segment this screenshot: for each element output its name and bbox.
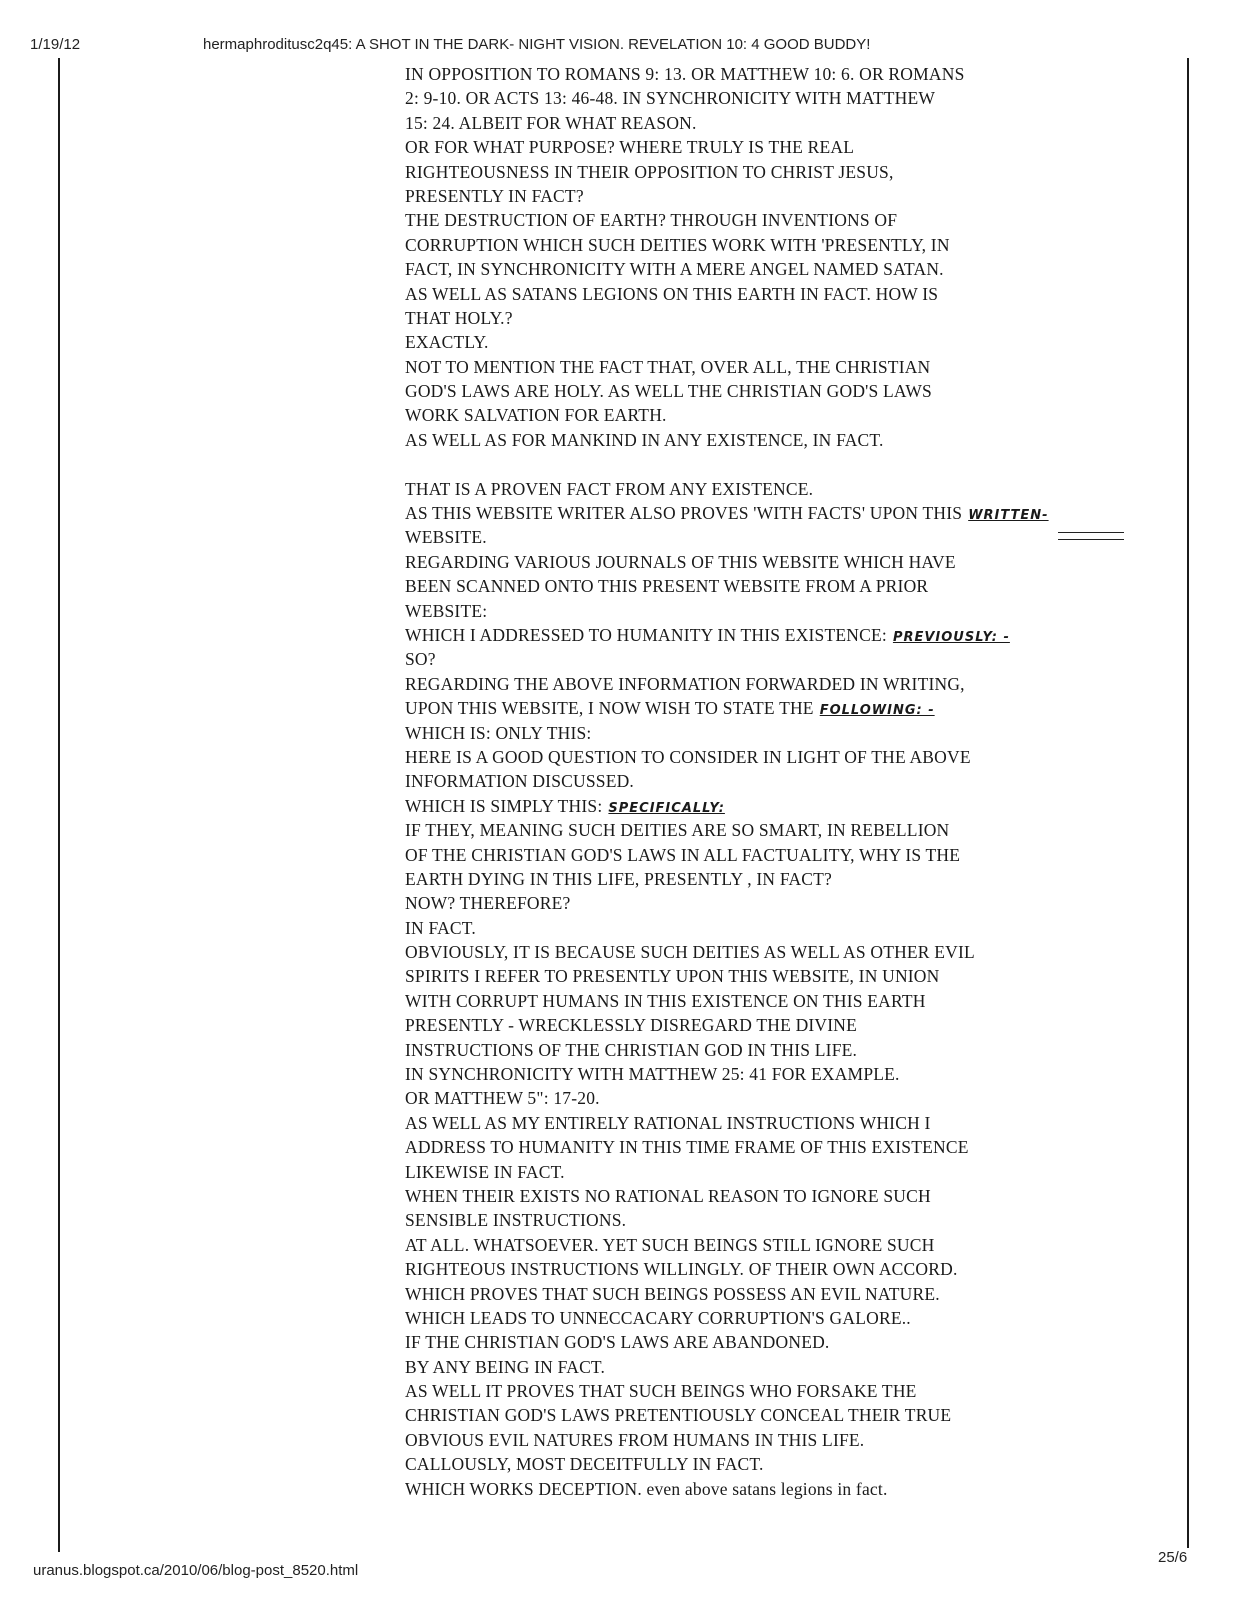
line-text: 2: 9-10. OR ACTS 13: 46-48. IN SYNCHRONICITY WITH MATTHEW xyxy=(405,88,936,109)
text-line xyxy=(405,62,1175,86)
line-text: IF THEY, MEANING SUCH DEITIES ARE SO SMART, IN REBELLION xyxy=(405,820,950,841)
line-text: PRESENTLY IN FACT? xyxy=(405,185,584,206)
line-text: OR MATTHEW 5": 17-20. xyxy=(405,1088,600,1109)
text-line xyxy=(405,1135,1175,1159)
text-line xyxy=(405,1379,1175,1403)
text-line xyxy=(405,1477,1175,1501)
text-line xyxy=(405,135,1175,159)
line-text: FACT, IN SYNCHRONICITY WITH A MERE ANGEL NAMED SATAN. xyxy=(405,259,944,280)
text-line xyxy=(405,843,1175,867)
line-text: RIGHTEOUS INSTRUCTIONS WILLINGLY. OF THEIR OWN ACCORD. xyxy=(405,1259,958,1280)
line-text: WHICH I ADDRESSED TO HUMANITY IN THIS EXISTENCE: xyxy=(405,624,887,645)
line-text: WHICH WORKS DECEPTION. even above satans legions in fact. xyxy=(405,1478,888,1499)
text-line xyxy=(405,1160,1175,1184)
text-line xyxy=(405,233,1175,257)
line-text: WORK SALVATION FOR EARTH. xyxy=(405,405,667,426)
text-line xyxy=(405,964,1175,988)
handwritten-annotation: FOLLOWING: - xyxy=(819,703,935,719)
line-text: AT ALL. WHATSOEVER. YET SUCH BEINGS STILL IGNORE SUCH xyxy=(405,1234,935,1255)
text-line xyxy=(405,379,1175,403)
text-line xyxy=(405,891,1175,915)
text-line xyxy=(405,574,1175,598)
text-line xyxy=(405,1452,1175,1476)
blank-line xyxy=(405,452,1175,476)
line-text: UPON THIS WEBSITE, I NOW WISH TO STATE THE xyxy=(405,698,814,719)
text-line xyxy=(405,623,1175,647)
text-line xyxy=(405,330,1175,354)
text-line xyxy=(405,721,1175,745)
line-text: ADDRESS TO HUMANITY IN THIS TIME FRAME OF THIS EXISTENCE xyxy=(405,1137,969,1158)
line-text: OR FOR WHAT PURPOSE? WHERE TRULY IS THE REAL xyxy=(405,137,855,158)
handwritten-annotation: WRITTEN- xyxy=(968,508,1049,524)
left-margin-rule xyxy=(58,58,60,1552)
text-line xyxy=(405,599,1175,623)
line-text: WHICH IS SIMPLY THIS: xyxy=(405,795,603,816)
page-title: hermaphroditusc2q45: A SHOT IN THE DARK- NIGHT VISION. REVELATION 10: 4 GOOD BUDDY! xyxy=(203,36,871,53)
line-text: WHICH PROVES THAT SUCH BEINGS POSSESS AN EVIL NATURE. xyxy=(405,1283,940,1304)
text-line xyxy=(405,184,1175,208)
line-text: WHICH LEADS TO UNNECCACARY CORRUPTION'S GALORE.. xyxy=(405,1307,911,1328)
text-line xyxy=(405,1282,1175,1306)
line-text: IN OPPOSITION TO ROMANS 9: 13. OR MATTHEW 10: 6. OR ROMANS xyxy=(405,64,965,84)
document-body xyxy=(405,62,1175,1501)
text-line xyxy=(405,1428,1175,1452)
text-line xyxy=(405,1403,1175,1427)
line-text: THAT IS A PROVEN FACT FROM ANY EXISTENCE. xyxy=(405,478,814,499)
text-line xyxy=(405,111,1175,135)
text-line xyxy=(405,1184,1175,1208)
handwritten-annotation: SPECIFICALLY: xyxy=(608,800,725,816)
line-text: AS WELL AS SATANS LEGIONS ON THIS EARTH IN FACT. HOW IS xyxy=(405,283,939,304)
text-line xyxy=(405,208,1175,232)
text-line xyxy=(405,160,1175,184)
text-line xyxy=(405,1257,1175,1281)
line-text: IN SYNCHRONICITY WITH MATTHEW 25: 41 FOR EXAMPLE. xyxy=(405,1064,900,1085)
line-text: HERE IS A GOOD QUESTION TO CONSIDER IN LIGHT OF THE ABOVE xyxy=(405,746,971,767)
text-line xyxy=(405,1355,1175,1379)
text-line xyxy=(405,86,1175,110)
text-line xyxy=(405,282,1175,306)
line-text: EXACTLY. xyxy=(405,332,489,353)
source-url: uranus.blogspot.ca/2010/06/blog-post_8520.html xyxy=(33,1562,359,1579)
text-line xyxy=(405,355,1175,379)
line-text: AS WELL IT PROVES THAT SUCH BEINGS WHO FORSAKE THE xyxy=(405,1381,917,1402)
text-line xyxy=(405,1086,1175,1110)
line-text: INSTRUCTIONS OF THE CHRISTIAN GOD IN THIS LIFE. xyxy=(405,1039,858,1060)
text-line xyxy=(405,794,1175,818)
line-text: WEBSITE. xyxy=(405,527,487,548)
text-line xyxy=(405,672,1175,696)
line-text: INFORMATION DISCUSSED. xyxy=(405,771,635,792)
line-text: GOD'S LAWS ARE HOLY. AS WELL THE CHRISTIAN GOD'S LAWS xyxy=(405,381,932,402)
line-text: PRESENTLY - WRECKLESSLY DISREGARD THE DIVINE xyxy=(405,1015,858,1036)
line-text: AS WELL AS MY ENTIRELY RATIONAL INSTRUCTIONS WHICH I xyxy=(405,1112,931,1133)
text-line xyxy=(405,403,1175,427)
right-margin-rule xyxy=(1187,58,1189,1548)
line-text: THE DESTRUCTION OF EARTH? THROUGH INVENTIONS OF xyxy=(405,210,898,231)
line-text: AS WELL AS FOR MANKIND IN ANY EXISTENCE, IN FACT. xyxy=(405,429,884,450)
text-line xyxy=(405,989,1175,1013)
line-text: IN FACT. xyxy=(405,917,476,938)
handwritten-double-underline xyxy=(1058,532,1124,540)
line-text: THAT HOLY.? xyxy=(405,307,513,328)
page-number: 25/6 xyxy=(1158,1549,1188,1566)
text-line xyxy=(405,696,1175,720)
line-text: CHRISTIAN GOD'S LAWS PRETENTIOUSLY CONCEAL THEIR TRUE xyxy=(405,1405,952,1426)
line-text: SPIRITS I REFER TO PRESENTLY UPON THIS WEBSITE, IN UNION xyxy=(405,966,940,987)
line-text: NOT TO MENTION THE FACT THAT, OVER ALL, THE CHRISTIAN xyxy=(405,356,931,377)
text-line xyxy=(405,769,1175,793)
line-text: WEBSITE: xyxy=(405,600,488,621)
line-text: OBVIOUS EVIL NATURES FROM HUMANS IN THIS LIFE. xyxy=(405,1429,865,1450)
line-text: 15: 24. ALBEIT FOR WHAT REASON. xyxy=(405,112,697,133)
text-line xyxy=(405,1330,1175,1354)
text-line xyxy=(405,940,1175,964)
line-text: IF THE CHRISTIAN GOD'S LAWS ARE ABANDONED. xyxy=(405,1332,830,1353)
line-text: BEEN SCANNED ONTO THIS PRESENT WEBSITE FROM A PRIOR xyxy=(405,576,929,597)
text-line xyxy=(405,1013,1175,1037)
text-line xyxy=(405,501,1175,525)
print-date: 1/19/12 xyxy=(30,36,81,53)
text-line xyxy=(405,1038,1175,1062)
text-line xyxy=(405,477,1175,501)
line-text: CORRUPTION WHICH SUCH DEITIES WORK WITH 'PRESENTLY, IN xyxy=(405,234,950,255)
text-line xyxy=(405,745,1175,769)
line-text: RIGHTEOUSNESS IN THEIR OPPOSITION TO CHRIST JESUS, xyxy=(405,161,894,182)
line-text: CALLOUSLY, MOST DECEITFULLY IN FACT. xyxy=(405,1454,764,1475)
text-line xyxy=(405,916,1175,940)
text-line xyxy=(405,647,1175,671)
line-text: AS THIS WEBSITE WRITER ALSO PROVES 'WITH FACTS' UPON THIS xyxy=(405,503,963,524)
line-text: BY ANY BEING IN FACT. xyxy=(405,1356,606,1377)
text-line xyxy=(405,428,1175,452)
line-text: NOW? THEREFORE? xyxy=(405,893,571,914)
line-text: OF THE CHRISTIAN GOD'S LAWS IN ALL FACTUALITY, WHY IS THE xyxy=(405,844,961,865)
text-line xyxy=(405,1062,1175,1086)
line-text: WHICH IS: ONLY THIS: xyxy=(405,722,592,743)
line-text: WITH CORRUPT HUMANS IN THIS EXISTENCE ON THIS EARTH xyxy=(405,990,926,1011)
line-text: REGARDING VARIOUS JOURNALS OF THIS WEBSITE WHICH HAVE xyxy=(405,551,956,572)
text-line xyxy=(405,818,1175,842)
text-line xyxy=(405,257,1175,281)
text-line xyxy=(405,1233,1175,1257)
text-line xyxy=(405,306,1175,330)
line-text: EARTH DYING IN THIS LIFE, PRESENTLY , IN FACT? xyxy=(405,868,833,889)
text-line xyxy=(405,1208,1175,1232)
text-line xyxy=(405,867,1175,891)
line-text: WHEN THEIR EXISTS NO RATIONAL REASON TO IGNORE SUCH xyxy=(405,1185,931,1206)
line-text: LIKEWISE IN FACT. xyxy=(405,1161,565,1182)
line-text: SENSIBLE INSTRUCTIONS. xyxy=(405,1210,627,1231)
text-line xyxy=(405,550,1175,574)
line-text: REGARDING THE ABOVE INFORMATION FORWARDED IN WRITING, xyxy=(405,673,965,694)
line-text: OBVIOUSLY, IT IS BECAUSE SUCH DEITIES AS WELL AS OTHER EVIL xyxy=(405,942,975,963)
line-text: SO? xyxy=(405,649,436,670)
text-line xyxy=(405,1111,1175,1135)
handwritten-annotation: PREVIOUSLY: - xyxy=(892,629,1010,645)
text-line xyxy=(405,1306,1175,1330)
